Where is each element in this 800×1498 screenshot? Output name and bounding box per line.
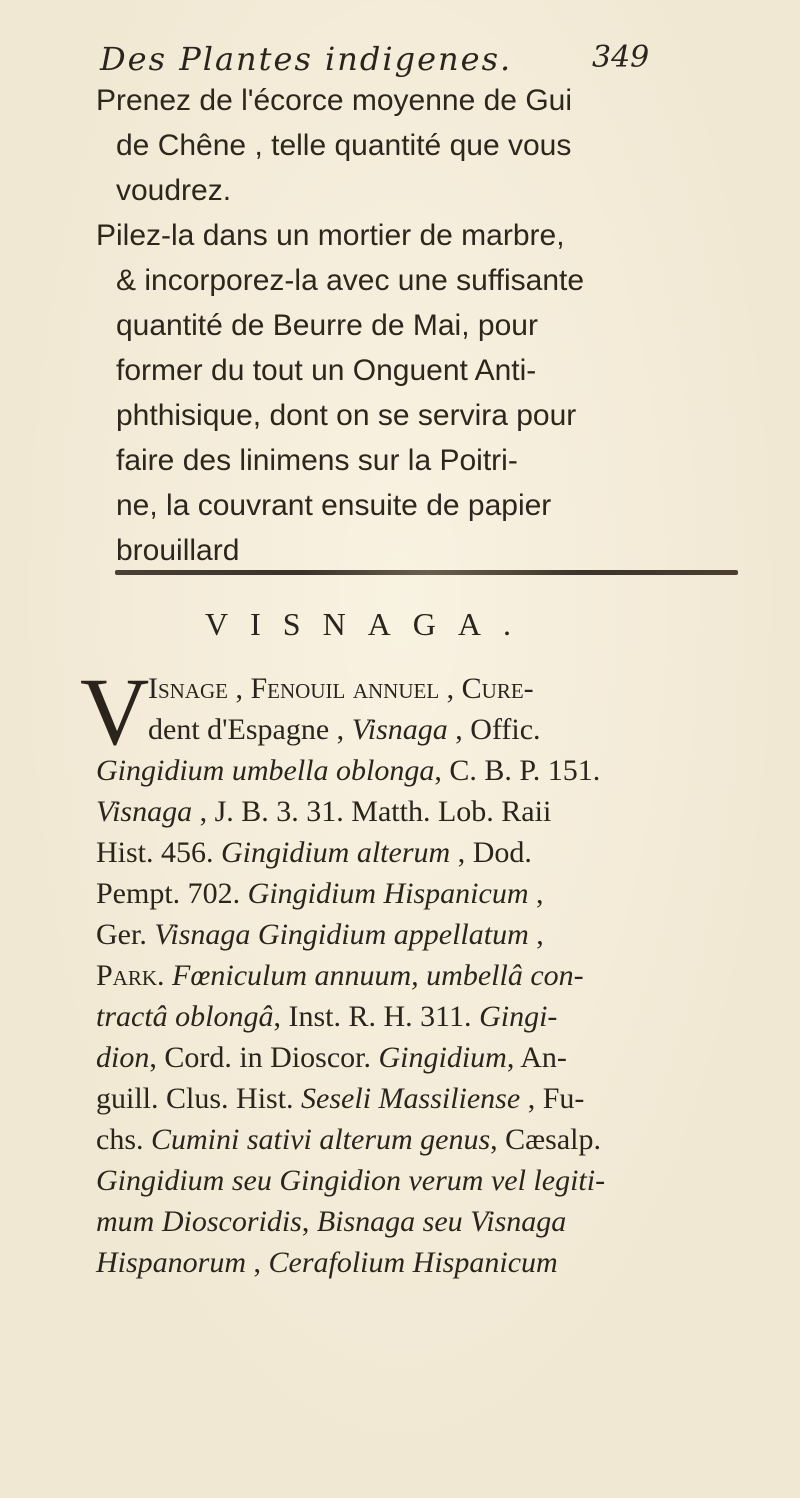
text-run: , C. B. P. 151.	[434, 754, 601, 787]
paragraph-recipe-1	[96, 78, 686, 213]
entry-line	[96, 709, 726, 750]
entry-line	[96, 873, 726, 914]
entry-body	[96, 668, 726, 1283]
text-run: , Cæsalp.	[490, 1123, 602, 1156]
text-run: Fœniculum annuum, umbellâ con-	[172, 959, 584, 992]
text-line: de Chêne , telle quantité que vous	[116, 129, 572, 162]
drop-cap-letter: V	[80, 658, 150, 765]
text-run: ,	[301, 1205, 317, 1238]
entry-line	[96, 1201, 726, 1242]
text-line: & incorporez-la avec une suffisante	[116, 264, 585, 297]
text-run: Gingidium Hispanicum	[247, 877, 529, 910]
text-run: Hist. 456.	[96, 836, 222, 869]
text-run: Seseli Massiliense	[301, 1082, 521, 1115]
text-line: ne, la couvrant ensuite de papier	[116, 489, 552, 522]
text-line: faire des linimens sur la Poitri-	[116, 444, 518, 477]
entry-line	[96, 832, 726, 873]
text-line: brouillard	[116, 534, 240, 567]
text-run: guill. Clus. Hist.	[96, 1082, 302, 1115]
text-run: Park.	[96, 959, 173, 992]
section-title: VISNAGA.	[205, 606, 533, 642]
text-run: Visnaga Gingidium appellatum	[154, 918, 529, 951]
text-run: ,	[246, 1246, 269, 1279]
text-run: , Inst. R. H. 311.	[273, 1000, 480, 1033]
entry-line	[96, 1078, 726, 1119]
text-run: , Dod.	[450, 836, 532, 869]
entry-line	[96, 996, 726, 1037]
text-line: Pilez-la dans un mortier de marbre,	[96, 219, 565, 252]
text-run: ,	[528, 918, 544, 951]
page-number: 349	[592, 40, 650, 75]
section-divider-rule	[115, 570, 738, 575]
entry-line	[96, 1037, 726, 1078]
text-run: Ger.	[96, 918, 155, 951]
entry-line	[96, 668, 726, 709]
text-run: mum Dioscoridis	[96, 1205, 302, 1238]
text-run: Visnaga	[351, 713, 448, 746]
entry-line	[96, 1160, 726, 1201]
text-run: , J. B. 3. 31. Matth. Lob. Raii	[192, 795, 552, 828]
text-run: dion	[96, 1041, 150, 1074]
text-run: chs.	[96, 1123, 151, 1156]
text-run: , Offic.	[447, 713, 541, 746]
paragraph-recipe-2	[96, 213, 686, 573]
text-run: tractâ oblongâ	[96, 1000, 274, 1033]
text-run: Hispanorum	[96, 1246, 247, 1279]
text-run: Gingi-	[479, 1000, 558, 1033]
text-line: voudrez.	[116, 174, 232, 207]
text-run: Visnaga	[96, 795, 193, 828]
running-head: Des Plantes indigenes.	[100, 40, 513, 78]
entry-line	[96, 914, 726, 955]
entry-line	[96, 955, 726, 996]
text-line: phthisique, dont on se servira pour	[116, 399, 577, 432]
text-run: Gingidium umbella oblonga	[96, 754, 435, 787]
text-line: former du tout un Onguent Anti-	[116, 354, 537, 387]
text-run: Gingidium seu Gingidion verum vel legiti-	[96, 1164, 606, 1197]
text-run: Gingidium alterum	[221, 836, 451, 869]
text-line: Prenez de l'écorce moyenne de Gui	[96, 84, 573, 117]
text-run: Gingidium	[378, 1041, 507, 1074]
text-run: , Fu-	[520, 1082, 585, 1115]
text-run: dent d'Espagne ,	[148, 713, 352, 746]
text-run: Bisnaga seu Visnaga	[316, 1205, 567, 1238]
text-run: Isnage , Fenouil annuel , Cure-	[148, 672, 534, 705]
entry-line	[96, 1119, 726, 1160]
text-run: Cumini sativi alterum genus	[151, 1123, 491, 1156]
text-run: Cerafolium Hispanicum	[268, 1246, 558, 1279]
entry-line	[96, 750, 726, 791]
text-run: , Cord. in Dioscor.	[149, 1041, 379, 1074]
entry-line	[96, 1242, 726, 1283]
text-run: , An-	[506, 1041, 567, 1074]
text-line: quantité de Beurre de Mai, pour	[116, 309, 538, 342]
text-run: ,	[528, 877, 544, 910]
entry-line	[96, 791, 726, 832]
text-run: Pempt. 702.	[96, 877, 248, 910]
